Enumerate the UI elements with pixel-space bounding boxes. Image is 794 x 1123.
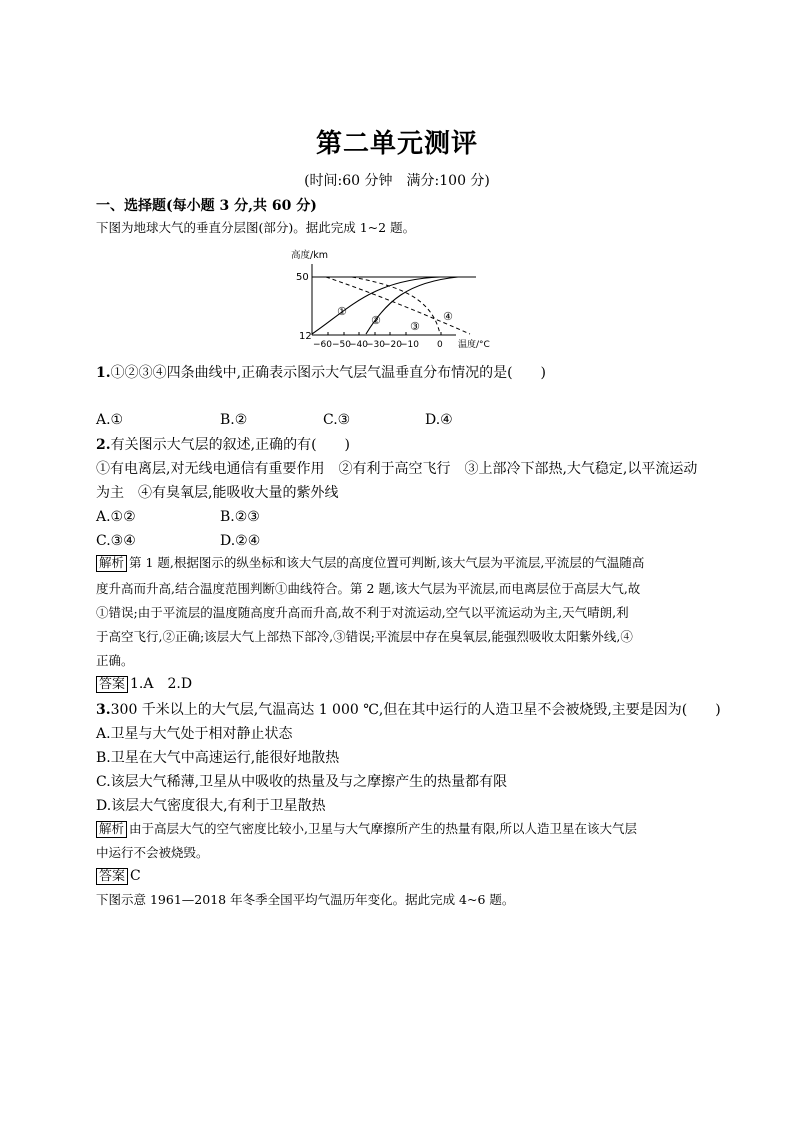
x-axis-label: 温度/°C: [458, 340, 490, 350]
y-tick-12: 12: [299, 331, 312, 342]
question-text: 300 千米以上的大气层,气温高达 1 000 ℃,但在其中运行的人造卫星不会被烧毁,主要是因为(: [110, 702, 688, 718]
option-b: B.②: [220, 412, 248, 428]
answer-3: 答案 C: [96, 868, 141, 885]
curve-label-3: ③: [410, 320, 420, 333]
question-text: ①②③④四条曲线中,正确表示图示大气层气温垂直分布情况的是(: [110, 365, 513, 381]
option-a: A.卫星与大气处于相对静止状态: [96, 726, 293, 742]
explanation-3-line-1: 解析 由于高层大气的空气密度比较小,卫星与大气摩擦所产生的热量有限,所以人造卫星在该大气层: [96, 821, 637, 838]
option-d: D.②④: [220, 533, 261, 549]
explanation-1-2-line-4: 于高空飞行,②正确;该层大气上部热下部冷,③错误;平流层中存在臭氧层,能强烈吸收太阳紫外线,④: [96, 629, 633, 644]
question-3: [96, 703, 721, 717]
option-b: B.②③: [220, 509, 260, 525]
page-title: 第二单元测评: [315, 129, 478, 159]
question-number: 2.: [96, 437, 111, 453]
curve-4: [352, 277, 440, 334]
curve-label-2: ②: [371, 314, 381, 327]
explanation-1-2-line-1: 解析 第 1 题,根据图示的纵坐标和该大气层的高度位置可判断,该大气层为平流层,平流层的气温随高: [96, 555, 644, 572]
x-tick-label: −20: [383, 340, 402, 350]
intro-text-2: 下图示意 1961—2018 年冬季全国平均气温历年变化。据此完成 4~6 题。: [96, 892, 515, 907]
curve-label-1: ①: [337, 305, 347, 318]
explanation-tag: 解析: [96, 821, 127, 838]
option-c: C.③: [323, 412, 351, 428]
x-tick-label: −60: [313, 340, 332, 350]
option-b: B.卫星在大气中高速运行,能很好地散热: [96, 750, 340, 766]
answer-tag: 答案: [96, 676, 128, 693]
question-1: [96, 366, 546, 380]
option-d: D.该层大气密度很大,有利于卫星散热: [96, 798, 326, 814]
section-heading: 一、选择题(每小题 3 分,共 60 分): [96, 198, 317, 214]
question-2-statements-1: ①有电离层,对无线电通信有重要作用 ②有利于高空飞行 ③上部冷下部热,大气稳定,以平流运动: [96, 461, 698, 477]
y-tick-50: 50: [296, 272, 309, 283]
x-tick-label: 0: [437, 340, 443, 350]
option-a: A.①: [96, 412, 124, 428]
question-close: ): [540, 365, 547, 381]
curve-3: [326, 277, 470, 334]
atmosphere-diagram: [290, 246, 520, 350]
question-close: ): [344, 437, 351, 453]
option-d: D.④: [425, 412, 453, 428]
question-text: 有关图示大气层的叙述,正确的有(: [110, 437, 317, 453]
explanation-1-2-line-2: 度升高而升高,结合温度范围判断①曲线符合。第 2 题,该大气层为平流层,而电离层位于高层大气,故: [96, 581, 641, 596]
explanation-tag: 解析: [96, 555, 127, 572]
y-axis-label: 高度/km: [291, 250, 328, 261]
intro-text-1: 下图为地球大气的垂直分层图(部分)。据此完成 1~2 题。: [96, 220, 416, 235]
option-c: C.③④: [96, 533, 136, 549]
x-tick-label: −40: [349, 340, 368, 350]
question-close: ): [715, 702, 721, 718]
question-number: 3.: [96, 702, 111, 718]
x-tick-label: −50: [332, 340, 351, 350]
explanation-3-line-2: 中运行不会被烧毁。: [96, 845, 209, 860]
curve-label-4: ④: [443, 310, 453, 323]
explanation-1-2-line-3: ①错误;由于平流层的温度随高度升高而升高,故不利于对流运动,空气以平流运动为主,天气晴朗,利: [96, 605, 629, 620]
question-2-statements-2: 为主 ④有臭氧层,能吸收大量的紫外线: [96, 485, 339, 501]
option-c: C.该层大气稀薄,卫星从中吸收的热量及与之摩擦产生的热量都有限: [96, 774, 508, 790]
question-2: [96, 438, 350, 452]
answer-tag: 答案: [96, 868, 128, 885]
x-tick-label: −10: [400, 340, 419, 350]
exam-info: (时间:60 分钟 满分:100 分): [304, 173, 490, 189]
x-tick-label: −30: [366, 340, 385, 350]
question-number: 1.: [96, 365, 111, 381]
answer-1-2: 答案 1.A 2.D: [96, 676, 192, 693]
explanation-1-2-line-5: 正确。: [96, 653, 134, 668]
option-a: A.①②: [96, 509, 136, 525]
